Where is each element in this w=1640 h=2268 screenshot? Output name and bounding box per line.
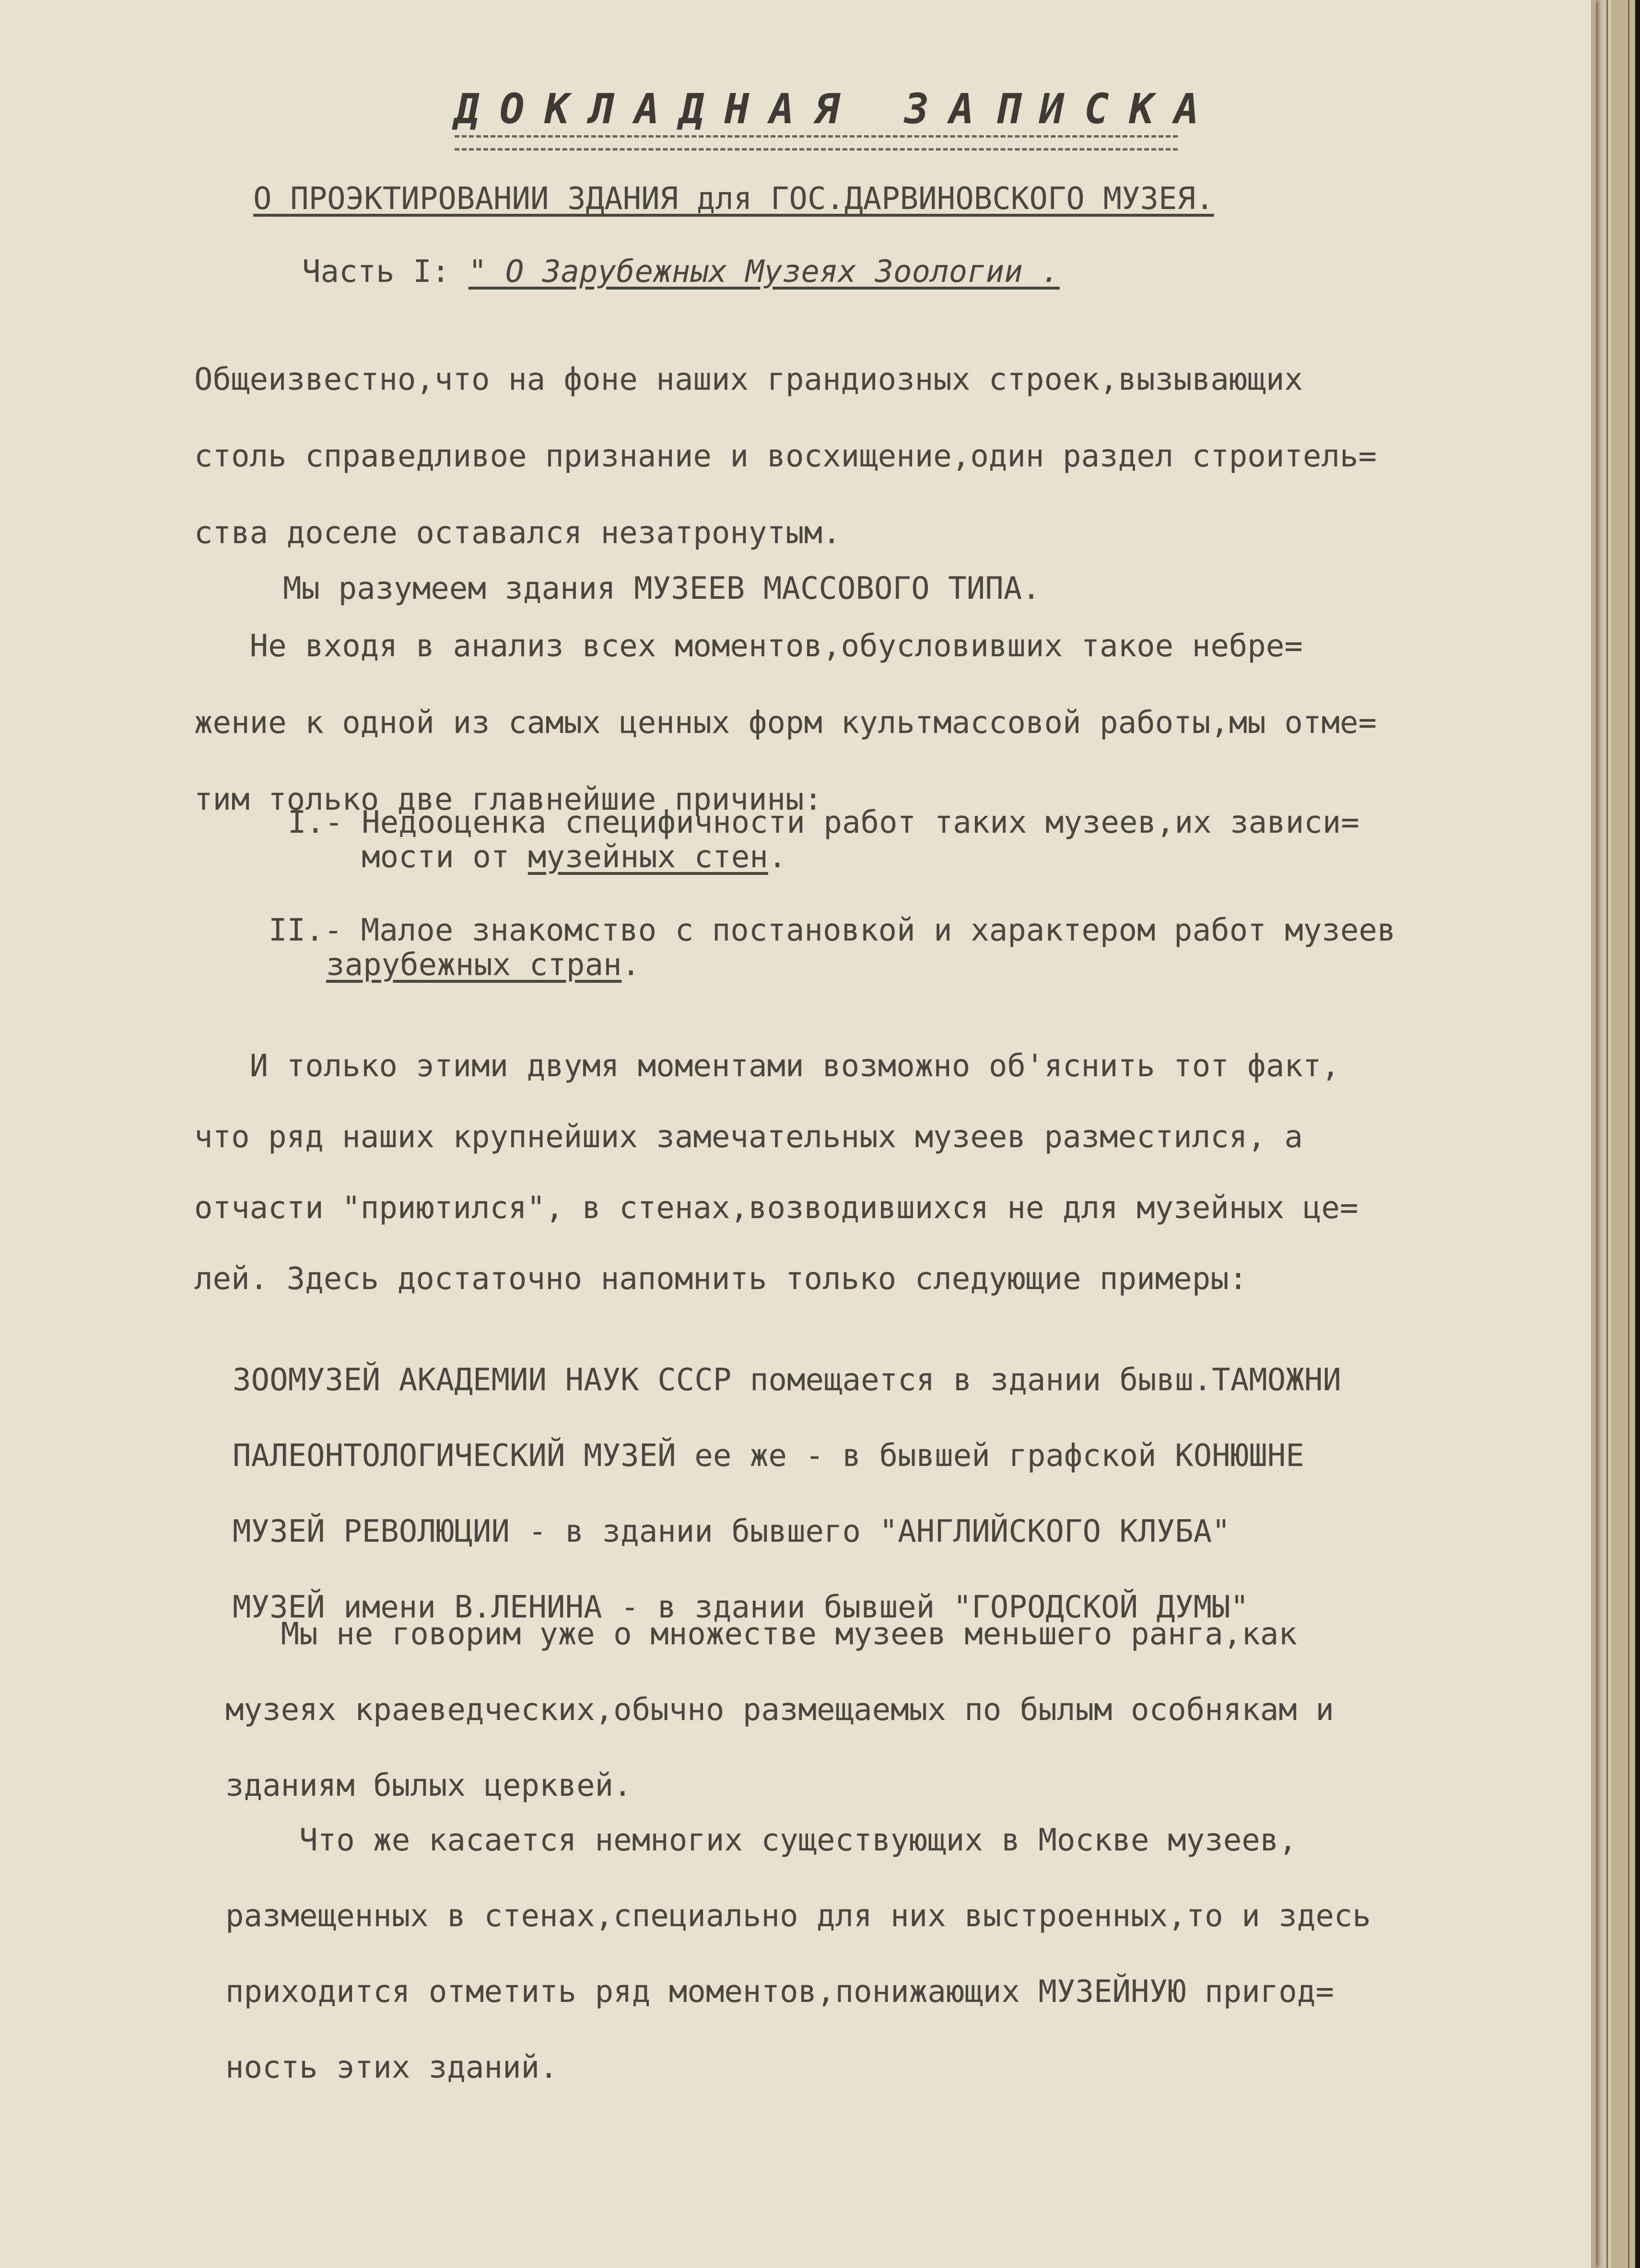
text-line: приходится отметить ряд моментов,понижающих МУЗЕЙНУЮ пригод= — [225, 1974, 1334, 2010]
example-line: ЗООМУЗЕЙ АКАДЕМИИ НАУК СССР помещается в здании бывш.ТАМОЖНИ — [233, 1362, 1341, 1398]
reason-item-1 — [288, 805, 1359, 874]
moscow-museums-paragraph — [225, 1803, 1371, 2105]
part-heading — [302, 254, 1060, 290]
text-line: ства доселе оставался незатронутым. — [194, 515, 841, 551]
neglect-paragraph — [194, 608, 1377, 838]
text-line: отчасти "приютился", в стенах,возводившихся не для музейных це= — [194, 1190, 1359, 1226]
part-title: " О Зарубежных Музеях Зоологии . — [468, 254, 1060, 290]
text-line: И только этими двумя моментами возможно об'яснить тот факт, — [194, 1048, 1340, 1084]
underlying-sheet-2 — [1611, 0, 1635, 2268]
example-line: ПАЛЕОНТОЛОГИЧЕСКИЙ МУЗЕЙ ее же - в бывшей графской КОНЮШНЕ — [233, 1438, 1304, 1474]
text-line: Что же касается немногих существующих в Москве музеев, — [225, 1823, 1297, 1858]
sheet-edge-line — [1606, 0, 1608, 2268]
text-line: жение к одной из самых ценных форм культмассовой работы,мы отме= — [194, 705, 1377, 741]
text-line: Общеизвестно,что на фоне наших грандиозных строек,вызывающих — [194, 362, 1303, 397]
text-line — [269, 948, 1395, 982]
text-line: тим только две главнейшие причины: — [194, 782, 823, 817]
text-line: Не входя в анализ всех моментов,обусловивших такое небре= — [194, 628, 1303, 664]
sheet-edge-line-2 — [1628, 0, 1629, 2268]
text-line: II.- Малое знакомство с постановкой и характером работ музеев — [269, 913, 1396, 948]
text-line: что ряд наших крупнейших замечательных музеев разместился, а — [194, 1119, 1303, 1155]
document-title: ДОКЛАДНАЯ ЗАПИСКА — [455, 85, 1219, 133]
title-double-rule — [455, 135, 1178, 151]
example-line: МУЗЕЙ имени В.ЛЕНИНА - в здании бывшей "ГОРОДСКОЙ ДУМЫ" — [233, 1590, 1249, 1625]
text-line: размещенных в стенах,специально для них выстроенных,то и здесь — [225, 1898, 1371, 1934]
reason-item-2 — [269, 913, 1395, 982]
text-line: зданиям былых церквей. — [225, 1768, 632, 1803]
text-line: столь справедливое признание и восхищение,один раздел строитель= — [194, 439, 1377, 474]
text-line: ность этих зданий. — [225, 2050, 558, 2085]
text-line: лей. Здесь достаточно напомнить только следующие примеры: — [194, 1261, 1248, 1297]
reason-2-suffix: . — [621, 947, 641, 983]
reason-1-underlined: музейных стен — [527, 839, 768, 875]
intro-paragraph — [194, 341, 1377, 571]
smaller-museums-paragraph — [225, 1596, 1334, 1824]
page-edge — [1591, 0, 1596, 2268]
subtitle-prefix: О — [253, 181, 272, 217]
subtitle-text: ПРОЭКТИРОВАНИИ ЗДАНИЯ для ГОС.ДАРВИНОВСКОГО МУЗЕЯ. — [290, 181, 1214, 217]
example-line: МУЗЕЙ РЕВОЛЮЦИИ - в здании бывшего "АНГЛИЙСКОГО КЛУБА" — [233, 1514, 1230, 1549]
museum-type-line: Мы разумеем здания МУЗЕЕВ МАССОВОГО ТИПА. — [283, 571, 1041, 606]
reason-1-suffix: . — [768, 839, 787, 875]
reason-1-prefix: мости от — [288, 839, 528, 875]
reason-2-underlined: зарубежных стран — [326, 947, 622, 983]
text-line: Мы не говорим уже о множестве музеев меньшего ранга,как — [225, 1617, 1297, 1652]
part-label: Часть I: — [302, 254, 469, 290]
explain-paragraph — [194, 1031, 1358, 1314]
text-line: музеях краеведческих,обычно размещаемых по былым особнякам и — [225, 1692, 1334, 1728]
text-line: I.- Недооценка специфичности работ таких музеев,их зависи= — [288, 805, 1359, 840]
text-line — [288, 840, 1359, 874]
document-subtitle — [253, 181, 1214, 217]
